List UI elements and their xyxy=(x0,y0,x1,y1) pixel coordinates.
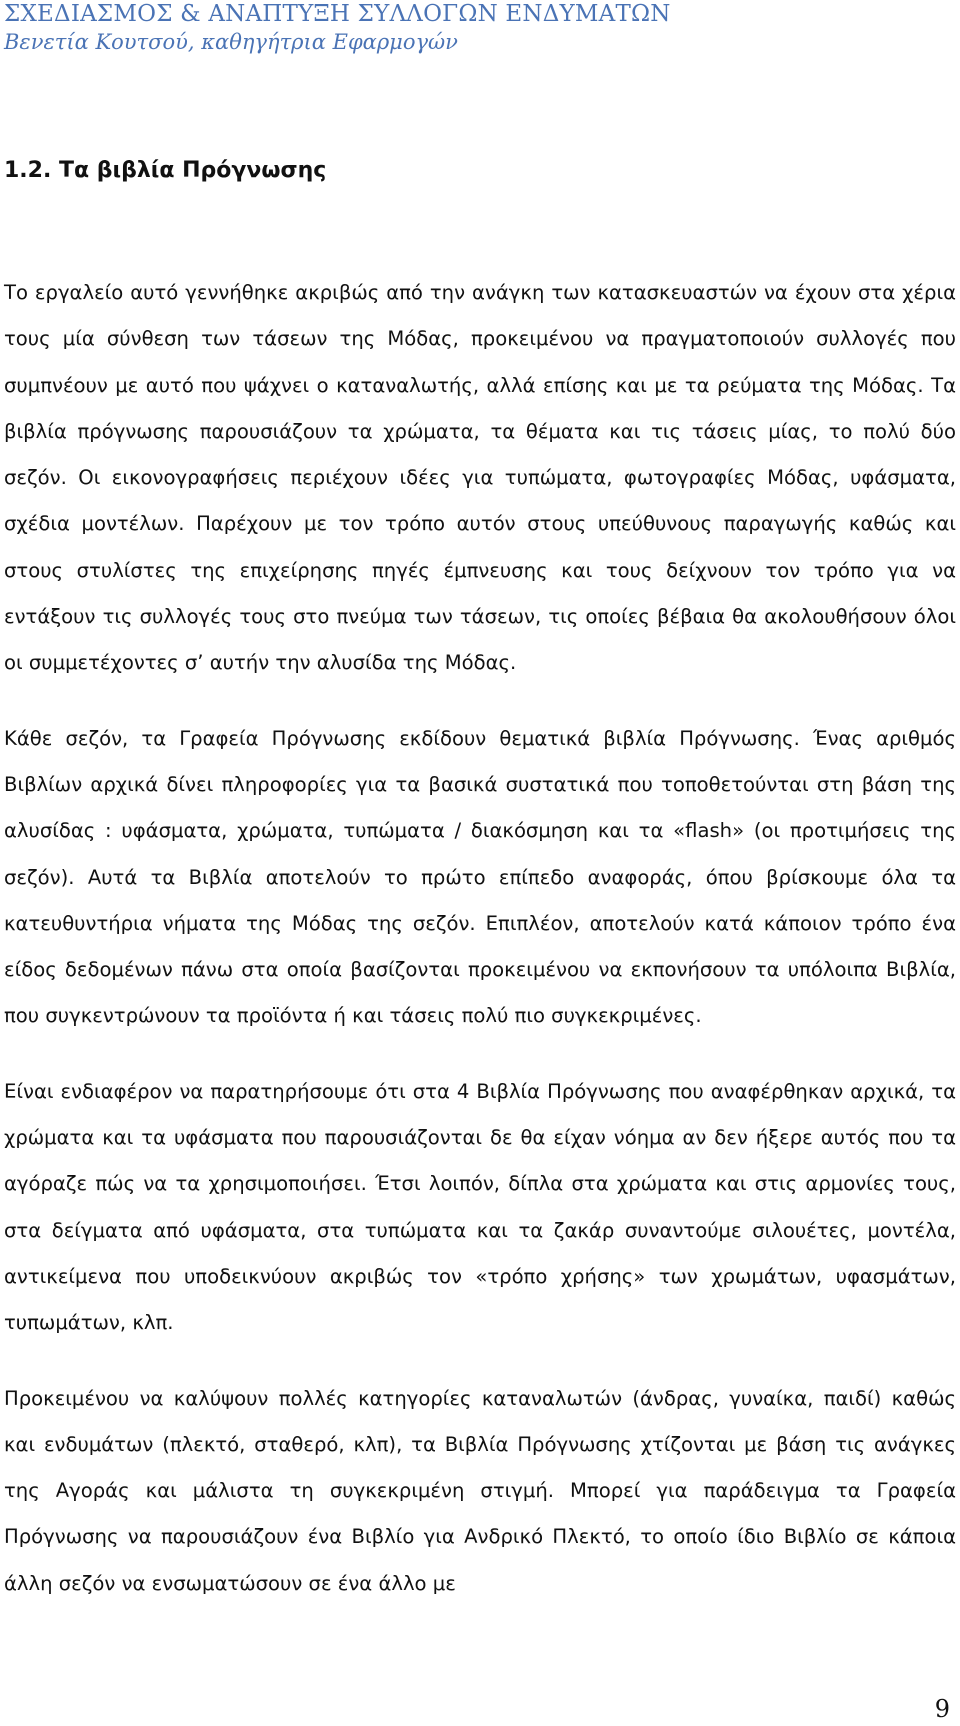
running-header xyxy=(4,0,944,56)
header-subtitle: Βενετία Κουτσού, καθηγήτρια Εφαρμογών xyxy=(4,30,458,54)
paragraph-3: Είναι ενδιαφέρον να παρατηρήσουμε ότι στα 4 Βιβλία Πρόγνωσης που αναφέρθηκαν αρχικά, τα χρώματα και τα υφάσματα που παρουσιάζονται δε θα είχαν νόημα αν δεν ήξερε αυτός που τα αγόραζε πώς να τα χρησιμοποιήσει. Έτσι λοιπόν, δίπλα στα χρώματα και στις αρμονίες τους, στα δείγματα από υφάσματα, στα τυπώματα και τα ζακάρ συναντούμε σιλουέτες, μοντέλα, αντικείμενα που υποδεικνύουν ακριβώς τον «τρόπο χρήσης» των χρωμάτων, υφασμάτων, τυπωμάτων, κλπ. xyxy=(4,1079,956,1335)
page-number: 9 xyxy=(934,1695,950,1723)
section-heading: 1.2. Τα βιβλία Πρόγνωσης xyxy=(4,158,327,183)
paragraph-4: Προκειμένου να καλύψουν πολλές κατηγορίες καταναλωτών (άνδρας, γυναίκα, παιδί) καθώς και ενδυμάτων (πλεκτό, σταθερό, κλπ), τα Βιβλία Πρόγνωσης χτίζονται με βάση τις ανάγκες της Αγοράς και μάλιστα τη συγκεκριμένη στιγμή. Μπορεί για παράδειγμα τα Γραφεία Πρόγνωσης να παρουσιάζουν ένα Βιβλίο για Ανδρικό Πλεκτό, το οποίο ίδιο Βιβλίο σε κάποια άλλη σεζόν να ενσωματώσουν σε ένα άλλο με xyxy=(4,1386,956,1595)
header-title: ΣΧΕΔΙΑΣΜΟΣ & ΑΝΑΠΤΥΞΗ ΣΥΛΛΟΓΩΝ ΕΝΔΥΜΑΤΩΝ xyxy=(4,1,671,27)
paragraph-1: Το εργαλείο αυτό γεννήθηκε ακριβώς από την ανάγκη των κατασκευαστών να έχουν στα χέρια τους μία σύνθεση των τάσεων της Μόδας, προκειμένου να πραγματοποιούν συλλογές που συμπνέουν με αυτό που ψάχνει ο καταναλωτής, αλλά επίσης και με τα ρεύματα της Μόδας. Τα βιβλία πρόγνωσης παρουσιάζουν τα χρώματα, τα θέματα και τις τάσεις μίας, το πολύ δύο σεζόν. Οι εικονογραφήσεις περιέχουν ιδέες για τυπώματα, φωτογραφίες Μόδας, υφάσματα, σχέδια μοντέλων. Παρέχουν με τον τρόπο αυτόν στους υπεύθυνους παραγωγής καθώς και στους στυλίστες της επιχείρησης πηγές έμπνευσης και τους δείχνουν τον τρόπο για να εντάξουν τις συλλογές τους στο πνεύμα των τάσεων, τις οποίες βέβαια θα ακολουθήσουν όλοι οι συμμετέχοντες σ’ αυτήν την αλυσίδα της Μόδας. xyxy=(4,281,956,675)
body-text xyxy=(4,270,956,1607)
paragraph-2: Κάθε σεζόν, τα Γραφεία Πρόγνωσης εκδίδουν θεματικά βιβλία Πρόγνωσης. Ένας αριθμός Βιβλίων αρχικά δίνει πληροφορίες για τα βασικά συστατικά που τοποθετούνται στη βάση της αλυσίδας : υφάσματα, χρώματα, τυπώματα / διακόσμηση και τα «flash» (οι προτιμήσεις της σεζόν). Αυτά τα Βιβλία αποτελούν το πρώτο επίπεδο αναφοράς, όπου βρίσκουμε όλα τα κατευθυντήρια νήματα της Μόδας της σεζόν. Επιπλέον, αποτελούν κατά κάποιον τρόπο ένα είδος δεδομένων πάνω στα οποία βασίζονται προκειμένου να εκπονήσουν τα υπόλοιπα Βιβλία, που συγκεντρώνουν τα προϊόντα ή και τάσεις πολύ πιο συγκεκριμένες. xyxy=(4,726,956,1028)
